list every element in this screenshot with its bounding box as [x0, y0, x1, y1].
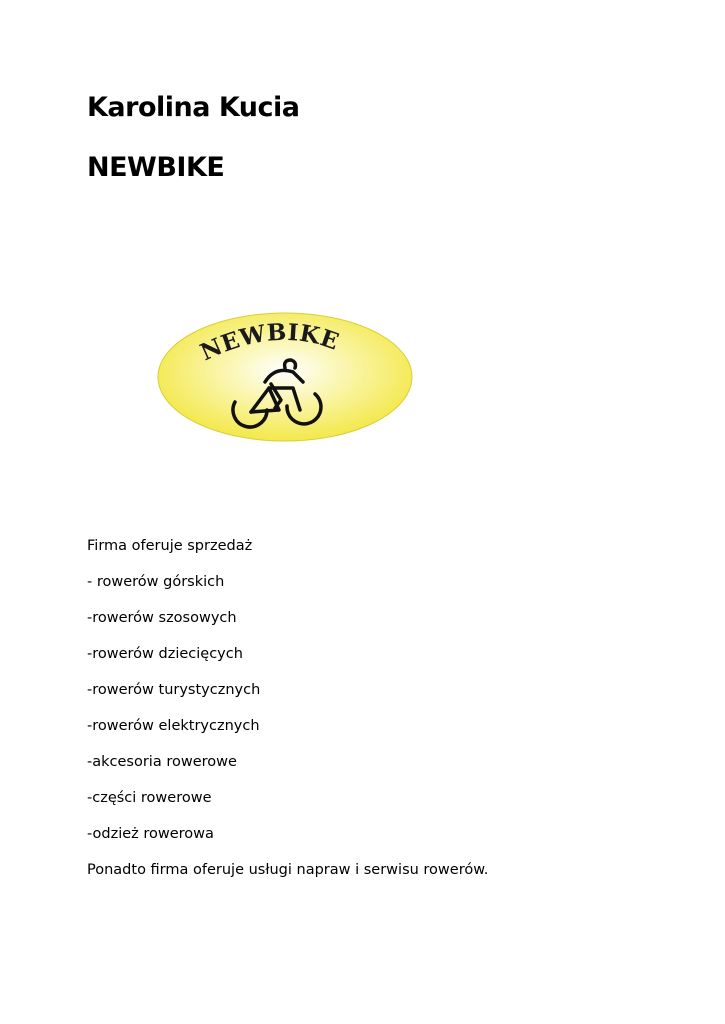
list-item: -odzież rowerowa — [87, 826, 214, 842]
list-item: -części rowerowe — [87, 790, 212, 806]
closing-text: Ponadto firma oferuje usługi napraw i serwisu rowerów. — [87, 862, 489, 878]
newbike-logo — [155, 310, 415, 445]
author-name: Karolina Kucia — [87, 92, 300, 123]
list-item: -rowerów dziecięcych — [87, 646, 243, 662]
logo-text: NEWBIKE — [196, 318, 343, 367]
intro-text: Firma oferuje sprzedaż — [87, 538, 253, 554]
list-item: - rowerów górskich — [87, 574, 225, 590]
company-name: NEWBIKE — [87, 152, 225, 183]
list-item: -rowerów szosowych — [87, 610, 237, 626]
list-item: -rowerów turystycznych — [87, 682, 261, 698]
list-item: -akcesoria rowerowe — [87, 754, 237, 770]
list-item: -rowerów elektrycznych — [87, 718, 260, 734]
